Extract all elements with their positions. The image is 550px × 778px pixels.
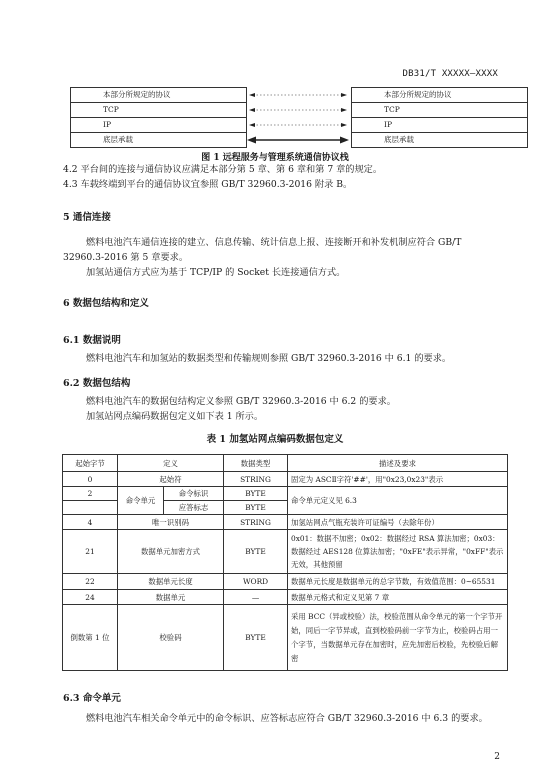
right-protocol-stack — [351, 87, 528, 148]
cell-data-type: WORD — [224, 574, 288, 590]
section-6-title: 6 数据包结构和定义 — [63, 298, 149, 309]
cell-start-byte: 22 — [63, 574, 118, 590]
cell-description: 固定为 ASCⅡ字符'##'，用"0x23,0x23"表示 — [288, 472, 508, 487]
right-stack-layer: 底层承载 — [352, 132, 527, 147]
table-row — [63, 574, 508, 590]
cell-definition: 校验码 — [118, 605, 224, 671]
cell-definition: 数据单元长度 — [118, 574, 224, 590]
cell-data-type: BYTE — [224, 501, 288, 515]
section-5-para-1b: 32960.3-2016 第 5 章要求。 — [63, 252, 189, 263]
cell-data-type: — — [224, 590, 288, 605]
left-stack-layer: 本部分所规定的协议 — [103, 90, 171, 99]
cell-description: 数据单元长度是数据单元的总字节数，有效值范围：0~65531 — [288, 574, 508, 590]
cell-sub-definition: 命令标识 — [164, 487, 224, 501]
cell-definition: 命令单元 — [118, 487, 164, 515]
right-stack-layer: TCP — [352, 102, 527, 117]
cell-definition: 起始符 — [118, 472, 224, 487]
cell-description: 数据单元格式和定义见第 7 章 — [288, 590, 508, 605]
section-5-para-2: 加氢站通信方式应为基于 TCP/IP 的 Socket 长连接通信方式。 — [86, 267, 346, 278]
page-number: 2 — [494, 752, 500, 762]
cell-description: 命令单元定义见 6.3 — [288, 487, 508, 515]
cell-start-byte: 21 — [63, 530, 118, 574]
table-title: 表 1 加氢站网点编码数据包定义 — [206, 434, 344, 445]
section-6-3-para: 燃料电池汽车相关命令单元中的命令标识、应答标志应符合 GB/T 32960.3-2016 中 6.3 的要求。 — [86, 713, 488, 724]
cell-description: 0x01：数据不加密；0x02：数据经过 RSA 算法加密；0x03：数据经过 AES128 位算法加密；"0xFE"表示异常，"0xFF"表示无效，其他预留 — [288, 530, 508, 574]
section-6-1-para: 燃料电池汽车和加氢站的数据类型和传输规则参照 GB/T 32960.3-2016 中 6.1 的要求。 — [86, 353, 452, 364]
cell-definition: 唯一识别码 — [118, 515, 224, 530]
table-row — [63, 590, 508, 605]
section-6-2-title: 6.2 数据包结构 — [63, 378, 131, 389]
left-stack-layer: TCP — [71, 102, 246, 117]
section-6-2-para-2: 加氢站网点编码数据包定义如下表 1 所示。 — [86, 411, 264, 422]
cell-start-byte: 0 — [63, 472, 118, 487]
section-5-title: 5 通信连接 — [63, 212, 111, 223]
section-6-3-title: 6.3 命令单元 — [63, 693, 121, 704]
right-stack-layer: 本部分所规定的协议 — [384, 90, 452, 99]
table-header-row — [63, 455, 508, 472]
cell-data-type: BYTE — [224, 530, 288, 574]
cell-start-byte: 24 — [63, 590, 118, 605]
section-5-para-1a: 燃料电池汽车通信连接的建立、信息传输、统计信息上报、连接断开和补发机制应符合 GB/T — [86, 237, 462, 248]
packet-definition-table — [62, 454, 508, 671]
cell-data-type: STRING — [224, 472, 288, 487]
left-stack-layer: IP — [71, 117, 246, 132]
right-stack-layer: IP — [352, 117, 527, 132]
table-row — [63, 487, 508, 501]
cell-definition: 数据单元 — [118, 590, 224, 605]
cell-sub-definition: 应答标志 — [164, 501, 224, 515]
standard-code: DB31/T XXXXX—XXXX — [402, 69, 498, 79]
cell-data-type: STRING — [224, 515, 288, 530]
cell-description: 采用 BCC（异或校验）法，校验范围从命令单元的第一个字节开始，同后一字节异或，直到校验码前一字节为止，校验码占用一个字节，当数据单元存在加密时，应先加密后校验，先校验后解密 — [288, 605, 508, 671]
cell-start-byte — [63, 501, 118, 515]
header-definition: 定义 — [118, 455, 224, 472]
table-row — [63, 605, 508, 671]
section-6-1-title: 6.1 数据说明 — [63, 335, 121, 346]
section-6-2-para-1: 燃料电池汽车的数据包结构定义参照 GB/T 32960.3-2016 中 6.2 的要求。 — [86, 396, 396, 407]
header-data-type: 数据类型 — [224, 455, 288, 472]
cell-data-type: BYTE — [224, 487, 288, 501]
layer-connection-arrows — [245, 87, 351, 149]
left-protocol-stack — [70, 87, 247, 148]
table-row — [63, 515, 508, 530]
cell-data-type: BYTE — [224, 605, 288, 671]
left-stack-layer: 底层承载 — [71, 132, 246, 147]
cell-start-byte: 4 — [63, 515, 118, 530]
table-row — [63, 530, 508, 574]
clause-4-3: 4.3 车载终端到平台的通信协议宜参照 GB/T 32960.3-2016 附录 B。 — [63, 179, 353, 190]
figure-caption: 图 1 远程服务与管理系统通信协议栈 — [201, 153, 349, 163]
cell-start-byte: 倒数第 1 位 — [63, 605, 118, 671]
clause-4-2: 4.2 平台间的连接与通信协议应满足本部分第 5 章、第 6 章和第 7 章的规定。 — [63, 164, 383, 175]
cell-start-byte: 2 — [63, 487, 118, 501]
cell-description: 加氢站网点气瓶充装许可证编号（去除年份） — [288, 515, 508, 530]
table-row — [63, 472, 508, 487]
header-start-byte: 起始字节 — [63, 455, 118, 472]
header-description: 描述及要求 — [288, 455, 508, 472]
cell-definition: 数据单元加密方式 — [118, 530, 224, 574]
